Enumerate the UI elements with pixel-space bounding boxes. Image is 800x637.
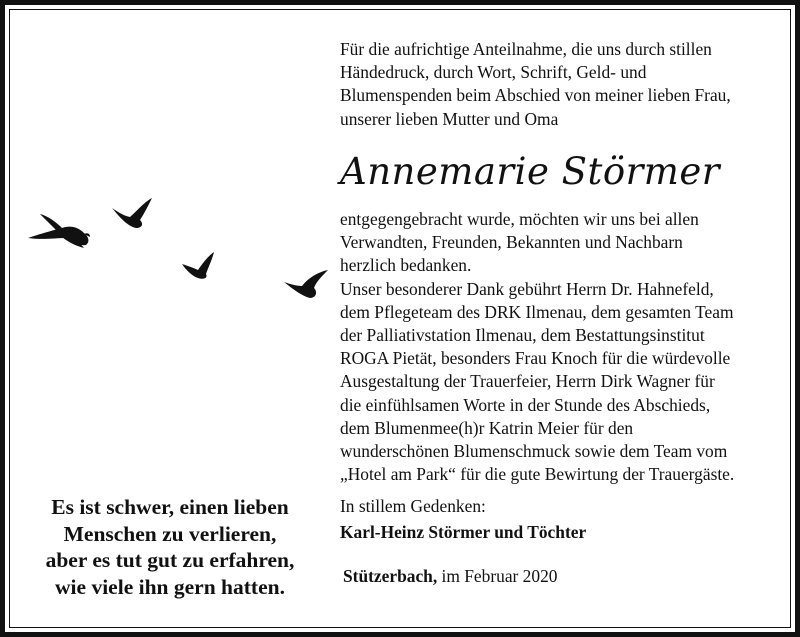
place-date <box>343 566 557 587</box>
thanks-line: „Hotel am Park“ für die gute Bewirtung der Trauergäste. <box>340 464 735 485</box>
thanks-line: herzlich bedanken. <box>340 255 472 276</box>
thanks-line: Ausgestaltung der Trauerfeier, Herrn Dirk Wagner für <box>340 371 715 392</box>
bird-icon <box>28 214 90 248</box>
intro-line: Händedruck, durch Wort, Schrift, Geld- und <box>340 62 647 83</box>
thanks-line: der Palliativstation Ilmenau, dem Bestattungsinstitut <box>340 325 705 346</box>
thanks-line: ROGA Pietät, besonders Frau Knoch für die würdevolle <box>340 348 731 369</box>
intro-line: Blumenspenden beim Abschied von meiner lieben Frau, <box>340 85 731 106</box>
thanks-paragraph <box>340 208 780 486</box>
quote-line: wie viele ihn gern hatten. <box>55 574 285 599</box>
consolation-quote <box>22 494 318 600</box>
signatories: Karl-Heinz Störmer und Töchter <box>340 522 587 542</box>
bird-icon <box>284 270 328 298</box>
bird-icon <box>182 252 214 279</box>
thanks-line: wunderschönen Blumenschmuck sowie dem Team vom <box>340 441 728 462</box>
bird-icon <box>112 198 152 228</box>
remembrance-text: In stillem Gedenken: <box>340 496 486 516</box>
thanks-line: dem Pflegeteam des DRK Ilmenau, dem gesamten Team <box>340 301 734 322</box>
intro-paragraph <box>340 38 780 131</box>
thanks-line: die einfühlsamen Worte in der Stunde des Abschieds, <box>340 394 711 415</box>
thanks-line: Verwandten, Freunden, Bekannten und Nachbarn <box>340 232 683 253</box>
intro-line: Für die aufrichtige Anteilnahme, die uns durch stillen <box>340 39 712 59</box>
thanks-line: entgegengebracht wurde, möchten wir uns bei allen <box>340 209 699 229</box>
deceased-name: Annemarie Störmer <box>340 150 720 193</box>
quote-line: Es ist schwer, einen lieben <box>51 495 289 519</box>
quote-line: Menschen zu verlieren, <box>63 521 277 546</box>
closing-block <box>340 493 780 545</box>
intro-line: unserer lieben Mutter und Oma <box>340 108 559 129</box>
quote-line: aber es tut gut zu erfahren, <box>45 548 295 572</box>
thanks-line: dem Blumenmee(h)r Katrin Meier für den <box>340 417 634 438</box>
flying-birds-icon <box>26 190 336 305</box>
place: Stützerbach, <box>343 566 438 586</box>
date: im Februar 2020 <box>437 566 558 586</box>
thanks-line: Unser besonderer Dank gebührt Herrn Dr. Hahnefeld, <box>340 278 714 299</box>
